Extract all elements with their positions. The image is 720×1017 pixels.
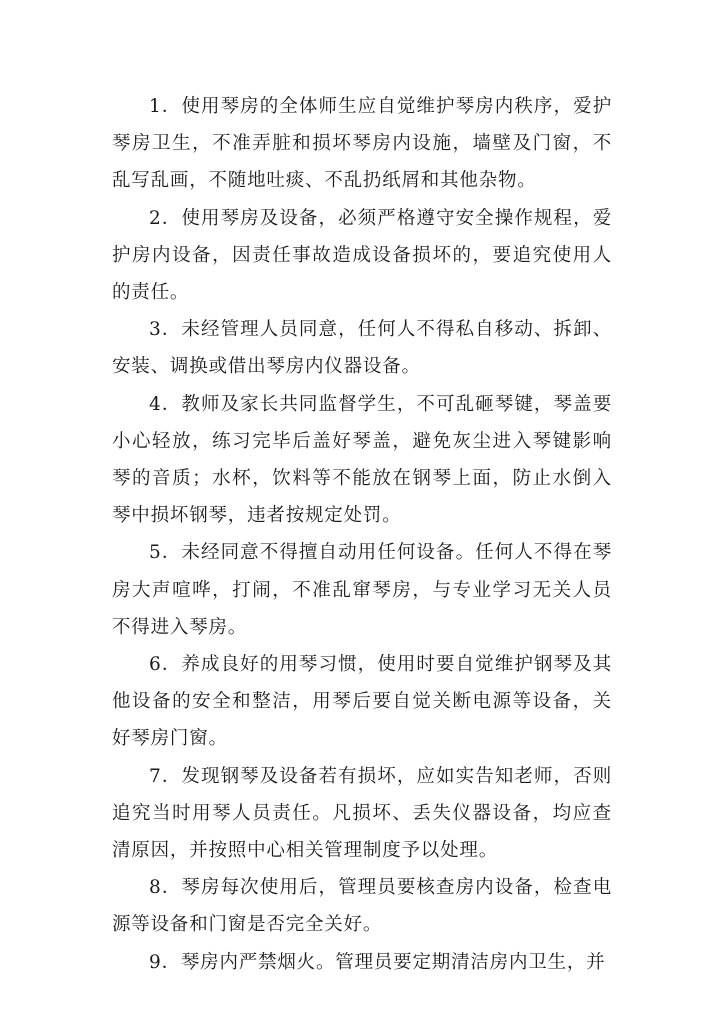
rule-paragraph-8: 8．琴房每次使用后，管理员要核查房内设备，检查电源等设备和门窗是否完全关好。 <box>112 877 612 936</box>
rule-paragraph-9: 9．琴房内严禁烟火。管理员要定期清洁房内卫生，并 <box>149 951 606 973</box>
rule-paragraph-5: 5．未经同意不得擅自动用任何设备。任何人不得在琴房大声喧哗，打闹，不准乱窜琴房，与专业学习无关人员不得进入琴房。 <box>112 542 612 638</box>
rule-paragraph-4: 4．教师及家长共同监督学生，不可乱砸琴键，琴盖要小心轻放，练习完毕后盖好琴盖，避免灰尘进入琴键影响琴的音质；水杯，饮料等不能放在钢琴上面，防止水倒入琴中损坏钢琴，违者按规定处罚。 <box>112 393 612 527</box>
document-body <box>112 88 612 981</box>
rule-paragraph-6: 6．养成良好的用琴习惯，使用时要自觉维护钢琴及其他设备的安全和整洁，用琴后要自觉关断电源等设备，关好琴房门窗。 <box>112 654 612 750</box>
rule-paragraph-2: 2．使用琴房及设备，必须严格遵守安全操作规程，爱护房内设备，因责任事故造成设备损坏的，要追究使用人的责任。 <box>112 207 612 304</box>
rule-paragraph-7: 7．发现钢琴及设备若有损坏，应如实告知老师，否则追究当时用琴人员责任。凡损坏、丢失仪器设备，均应查清原因，并按照中心相关管理制度予以处理。 <box>112 765 612 862</box>
rule-paragraph-3: 3．未经管理人员同意，任何人不得私自移动、拆卸、安装、调换或借出琴房内仪器设备。 <box>112 319 612 378</box>
rule-paragraph-1: 1．使用琴房的全体师生应自觉维护琴房内秩序，爱护琴房卫生，不准弄脏和损坏琴房内设施，墙壁及门窗，不乱写乱画，不随地吐痰、不乱扔纸屑和其他杂物。 <box>112 96 612 192</box>
